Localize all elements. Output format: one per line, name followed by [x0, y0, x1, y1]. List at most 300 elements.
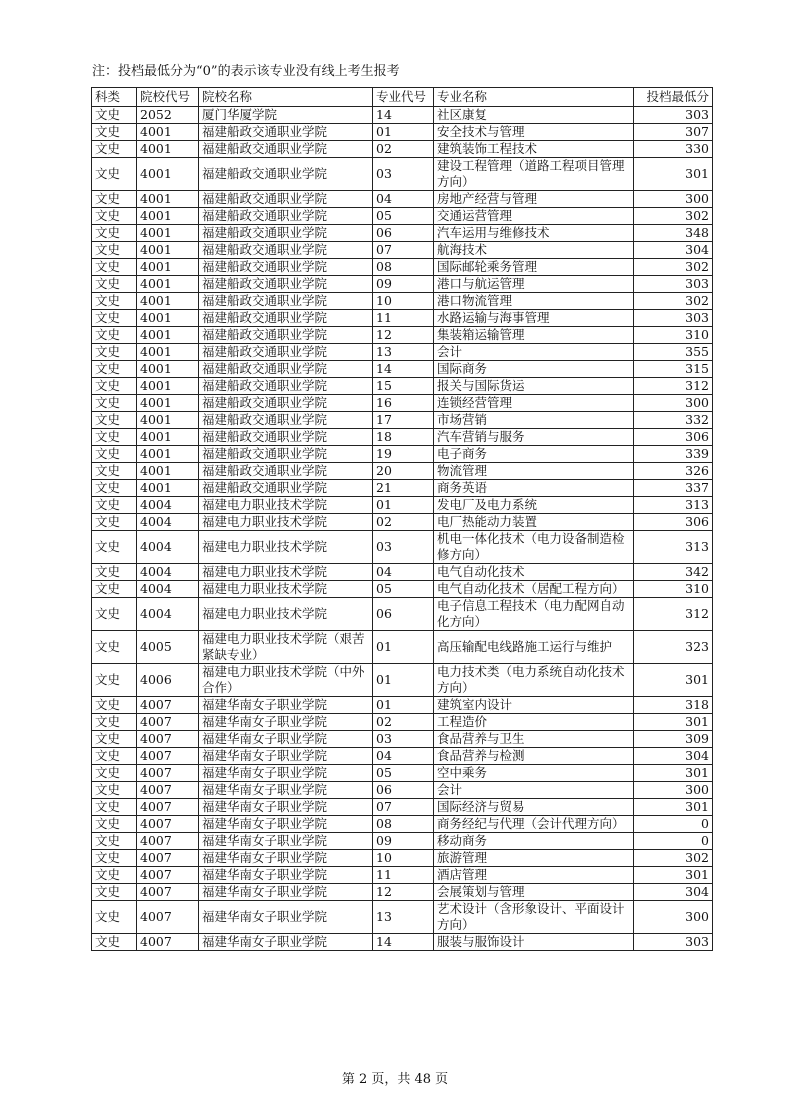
- school-name-cell: 厦门华厦学院: [199, 107, 373, 124]
- major-name-cell: 食品营养与卫生: [434, 731, 634, 748]
- category-cell: 文史: [92, 833, 137, 850]
- major-name-cell: 电气自动化技术: [434, 564, 634, 581]
- school-name-cell: 福建华南女子职业学院: [199, 731, 373, 748]
- min-score-cell: 310: [634, 581, 713, 598]
- min-score-cell: 301: [634, 158, 713, 191]
- major-name-cell: 会计: [434, 782, 634, 799]
- header-school-code: 院校代号: [137, 88, 199, 107]
- major-code-cell: 02: [373, 141, 434, 158]
- major-code-cell: 09: [373, 833, 434, 850]
- school-code-cell: 4005: [137, 631, 199, 664]
- category-cell: 文史: [92, 884, 137, 901]
- school-name-cell: 福建华南女子职业学院: [199, 714, 373, 731]
- school-code-cell: 4001: [137, 310, 199, 327]
- min-score-cell: 302: [634, 293, 713, 310]
- major-code-cell: 21: [373, 480, 434, 497]
- category-cell: 文史: [92, 514, 137, 531]
- major-name-cell: 艺术设计（含形象设计、平面设计方向）: [434, 901, 634, 934]
- school-name-cell: 福建船政交通职业学院: [199, 191, 373, 208]
- major-name-cell: 建设工程管理（道路工程项目管理方向）: [434, 158, 634, 191]
- school-code-cell: 4001: [137, 225, 199, 242]
- school-name-cell: 福建华南女子职业学院: [199, 782, 373, 799]
- school-code-cell: 4001: [137, 344, 199, 361]
- major-name-cell: 商务经纪与代理（会计代理方向）: [434, 816, 634, 833]
- min-score-cell: 301: [634, 867, 713, 884]
- major-code-cell: 14: [373, 107, 434, 124]
- major-name-cell: 交通运营管理: [434, 208, 634, 225]
- major-name-cell: 电力技术类（电力系统自动化技术方向）: [434, 664, 634, 697]
- header-min-score: 投档最低分: [634, 88, 713, 107]
- school-code-cell: 4007: [137, 867, 199, 884]
- min-score-cell: 313: [634, 531, 713, 564]
- school-code-cell: 4007: [137, 833, 199, 850]
- table-row: [92, 748, 713, 765]
- major-code-cell: 08: [373, 259, 434, 276]
- major-code-cell: 11: [373, 867, 434, 884]
- category-cell: 文史: [92, 697, 137, 714]
- table-row: [92, 429, 713, 446]
- school-name-cell: 福建船政交通职业学院: [199, 225, 373, 242]
- school-code-cell: 4001: [137, 124, 199, 141]
- major-name-cell: 建筑室内设计: [434, 697, 634, 714]
- major-code-cell: 02: [373, 714, 434, 731]
- major-code-cell: 06: [373, 598, 434, 631]
- table-row: [92, 107, 713, 124]
- school-code-cell: 2052: [137, 107, 199, 124]
- major-code-cell: 01: [373, 664, 434, 697]
- min-score-cell: 312: [634, 598, 713, 631]
- major-code-cell: 04: [373, 191, 434, 208]
- min-score-cell: 303: [634, 107, 713, 124]
- major-code-cell: 11: [373, 310, 434, 327]
- school-code-cell: 4007: [137, 850, 199, 867]
- major-name-cell: 物流管理: [434, 463, 634, 480]
- category-cell: 文史: [92, 293, 137, 310]
- major-code-cell: 05: [373, 765, 434, 782]
- school-name-cell: 福建电力职业技术学院: [199, 497, 373, 514]
- category-cell: 文史: [92, 765, 137, 782]
- min-score-cell: 302: [634, 850, 713, 867]
- major-name-cell: 安全技术与管理: [434, 124, 634, 141]
- major-code-cell: 01: [373, 631, 434, 664]
- school-code-cell: 4004: [137, 564, 199, 581]
- min-score-cell: 301: [634, 765, 713, 782]
- category-cell: 文史: [92, 664, 137, 697]
- school-name-cell: 福建华南女子职业学院: [199, 884, 373, 901]
- table-row: [92, 497, 713, 514]
- table-row: [92, 378, 713, 395]
- school-code-cell: 4001: [137, 158, 199, 191]
- major-code-cell: 06: [373, 782, 434, 799]
- min-score-cell: 300: [634, 901, 713, 934]
- school-name-cell: 福建华南女子职业学院: [199, 748, 373, 765]
- min-score-cell: 348: [634, 225, 713, 242]
- school-code-cell: 4007: [137, 782, 199, 799]
- category-cell: 文史: [92, 446, 137, 463]
- table-row: [92, 276, 713, 293]
- min-score-cell: 318: [634, 697, 713, 714]
- major-name-cell: 商务英语: [434, 480, 634, 497]
- min-score-cell: 304: [634, 748, 713, 765]
- school-name-cell: 福建船政交通职业学院: [199, 242, 373, 259]
- major-name-cell: 工程造价: [434, 714, 634, 731]
- school-name-cell: 福建船政交通职业学院: [199, 327, 373, 344]
- min-score-cell: 315: [634, 361, 713, 378]
- major-name-cell: 食品营养与检测: [434, 748, 634, 765]
- school-name-cell: 福建电力职业技术学院（中外合作）: [199, 664, 373, 697]
- category-cell: 文史: [92, 124, 137, 141]
- min-score-cell: 330: [634, 141, 713, 158]
- school-name-cell: 福建船政交通职业学院: [199, 310, 373, 327]
- major-name-cell: 水路运输与海事管理: [434, 310, 634, 327]
- school-name-cell: 福建船政交通职业学院: [199, 208, 373, 225]
- major-name-cell: 汽车营销与服务: [434, 429, 634, 446]
- school-name-cell: 福建华南女子职业学院: [199, 901, 373, 934]
- school-code-cell: 4001: [137, 293, 199, 310]
- major-code-cell: 12: [373, 884, 434, 901]
- table-note: 注：投档最低分为“0”的表示该专业没有线上考生报考: [92, 64, 400, 79]
- category-cell: 文史: [92, 631, 137, 664]
- major-name-cell: 港口物流管理: [434, 293, 634, 310]
- min-score-cell: 303: [634, 276, 713, 293]
- school-name-cell: 福建华南女子职业学院: [199, 697, 373, 714]
- major-code-cell: 03: [373, 531, 434, 564]
- major-code-cell: 17: [373, 412, 434, 429]
- school-name-cell: 福建电力职业技术学院: [199, 514, 373, 531]
- school-name-cell: 福建华南女子职业学院: [199, 833, 373, 850]
- school-code-cell: 4007: [137, 731, 199, 748]
- major-name-cell: 电厂热能动力装置: [434, 514, 634, 531]
- major-name-cell: 会计: [434, 344, 634, 361]
- table-row: [92, 901, 713, 934]
- school-code-cell: 4001: [137, 429, 199, 446]
- major-code-cell: 04: [373, 748, 434, 765]
- category-cell: 文史: [92, 816, 137, 833]
- school-name-cell: 福建船政交通职业学院: [199, 446, 373, 463]
- min-score-cell: 0: [634, 833, 713, 850]
- major-name-cell: 汽车运用与维修技术: [434, 225, 634, 242]
- school-name-cell: 福建华南女子职业学院: [199, 765, 373, 782]
- major-code-cell: 07: [373, 242, 434, 259]
- table-row: [92, 158, 713, 191]
- category-cell: 文史: [92, 158, 137, 191]
- table-row: [92, 850, 713, 867]
- table-row: [92, 664, 713, 697]
- min-score-cell: 337: [634, 480, 713, 497]
- major-name-cell: 电气自动化技术（居配工程方向）: [434, 581, 634, 598]
- major-code-cell: 10: [373, 293, 434, 310]
- min-score-cell: 301: [634, 664, 713, 697]
- major-code-cell: 07: [373, 799, 434, 816]
- school-name-cell: 福建电力职业技术学院: [199, 581, 373, 598]
- min-score-cell: 306: [634, 429, 713, 446]
- category-cell: 文史: [92, 901, 137, 934]
- table-row: [92, 463, 713, 480]
- table-row: [92, 327, 713, 344]
- table-row: [92, 225, 713, 242]
- major-name-cell: 旅游管理: [434, 850, 634, 867]
- school-name-cell: 福建电力职业技术学院: [199, 531, 373, 564]
- school-code-cell: 4001: [137, 480, 199, 497]
- page-number: 第 2 页，共 48 页: [341, 1072, 449, 1087]
- school-name-cell: 福建船政交通职业学院: [199, 361, 373, 378]
- major-code-cell: 14: [373, 934, 434, 951]
- school-code-cell: 4001: [137, 463, 199, 480]
- table-row: [92, 191, 713, 208]
- school-name-cell: 福建船政交通职业学院: [199, 480, 373, 497]
- major-code-cell: 03: [373, 731, 434, 748]
- category-cell: 文史: [92, 327, 137, 344]
- school-name-cell: 福建华南女子职业学院: [199, 799, 373, 816]
- min-score-cell: 312: [634, 378, 713, 395]
- min-score-cell: 302: [634, 208, 713, 225]
- major-code-cell: 08: [373, 816, 434, 833]
- major-name-cell: 酒店管理: [434, 867, 634, 884]
- school-name-cell: 福建华南女子职业学院: [199, 850, 373, 867]
- category-cell: 文史: [92, 191, 137, 208]
- major-name-cell: 移动商务: [434, 833, 634, 850]
- school-name-cell: 福建船政交通职业学院: [199, 378, 373, 395]
- table-row: [92, 141, 713, 158]
- school-code-cell: 4001: [137, 412, 199, 429]
- category-cell: 文史: [92, 731, 137, 748]
- category-cell: 文史: [92, 310, 137, 327]
- school-name-cell: 福建船政交通职业学院: [199, 395, 373, 412]
- admission-score-table: [91, 87, 713, 951]
- school-code-cell: 4001: [137, 191, 199, 208]
- min-score-cell: 0: [634, 816, 713, 833]
- min-score-cell: 300: [634, 395, 713, 412]
- min-score-cell: 304: [634, 242, 713, 259]
- category-cell: 文史: [92, 395, 137, 412]
- min-score-cell: 303: [634, 934, 713, 951]
- table-row: [92, 124, 713, 141]
- table-row: [92, 731, 713, 748]
- min-score-cell: 323: [634, 631, 713, 664]
- major-code-cell: 03: [373, 158, 434, 191]
- major-code-cell: 09: [373, 276, 434, 293]
- major-name-cell: 连锁经营管理: [434, 395, 634, 412]
- major-name-cell: 服装与服饰设计: [434, 934, 634, 951]
- min-score-cell: 310: [634, 327, 713, 344]
- table-row: [92, 799, 713, 816]
- table-row: [92, 395, 713, 412]
- min-score-cell: 326: [634, 463, 713, 480]
- table-row: [92, 514, 713, 531]
- school-code-cell: 4004: [137, 598, 199, 631]
- major-name-cell: 集装箱运输管理: [434, 327, 634, 344]
- category-cell: 文史: [92, 242, 137, 259]
- table-row: [92, 344, 713, 361]
- major-name-cell: 会展策划与管理: [434, 884, 634, 901]
- major-code-cell: 13: [373, 344, 434, 361]
- major-code-cell: 19: [373, 446, 434, 463]
- table-header-row: [92, 88, 713, 107]
- table-row: [92, 480, 713, 497]
- table-row: [92, 564, 713, 581]
- major-code-cell: 02: [373, 514, 434, 531]
- major-code-cell: 10: [373, 850, 434, 867]
- school-name-cell: 福建船政交通职业学院: [199, 259, 373, 276]
- school-code-cell: 4007: [137, 799, 199, 816]
- major-name-cell: 电子信息工程技术（电力配网自动化方向）: [434, 598, 634, 631]
- major-name-cell: 发电厂及电力系统: [434, 497, 634, 514]
- min-score-cell: 313: [634, 497, 713, 514]
- category-cell: 文史: [92, 799, 137, 816]
- min-score-cell: 304: [634, 884, 713, 901]
- category-cell: 文史: [92, 208, 137, 225]
- min-score-cell: 302: [634, 259, 713, 276]
- school-code-cell: 4007: [137, 765, 199, 782]
- table-row: [92, 208, 713, 225]
- category-cell: 文史: [92, 748, 137, 765]
- major-code-cell: 01: [373, 697, 434, 714]
- major-code-cell: 06: [373, 225, 434, 242]
- school-code-cell: 4001: [137, 276, 199, 293]
- major-name-cell: 空中乘务: [434, 765, 634, 782]
- table-row: [92, 816, 713, 833]
- category-cell: 文史: [92, 412, 137, 429]
- major-code-cell: 16: [373, 395, 434, 412]
- school-code-cell: 4004: [137, 514, 199, 531]
- school-name-cell: 福建电力职业技术学院: [199, 564, 373, 581]
- category-cell: 文史: [92, 141, 137, 158]
- min-score-cell: 309: [634, 731, 713, 748]
- school-name-cell: 福建船政交通职业学院: [199, 276, 373, 293]
- school-code-cell: 4007: [137, 714, 199, 731]
- category-cell: 文史: [92, 850, 137, 867]
- school-code-cell: 4001: [137, 361, 199, 378]
- category-cell: 文史: [92, 361, 137, 378]
- table-row: [92, 310, 713, 327]
- min-score-cell: 332: [634, 412, 713, 429]
- school-code-cell: 4004: [137, 581, 199, 598]
- min-score-cell: 355: [634, 344, 713, 361]
- major-name-cell: 国际经济与贸易: [434, 799, 634, 816]
- category-cell: 文史: [92, 344, 137, 361]
- table-row: [92, 765, 713, 782]
- school-name-cell: 福建船政交通职业学院: [199, 141, 373, 158]
- major-name-cell: 国际邮轮乘务管理: [434, 259, 634, 276]
- table-row: [92, 531, 713, 564]
- major-name-cell: 国际商务: [434, 361, 634, 378]
- header-category: 科类: [92, 88, 137, 107]
- category-cell: 文史: [92, 429, 137, 446]
- table-row: [92, 934, 713, 951]
- school-code-cell: 4004: [137, 531, 199, 564]
- category-cell: 文史: [92, 531, 137, 564]
- school-code-cell: 4001: [137, 242, 199, 259]
- category-cell: 文史: [92, 782, 137, 799]
- table-row: [92, 581, 713, 598]
- school-code-cell: 4001: [137, 395, 199, 412]
- category-cell: 文史: [92, 564, 137, 581]
- school-code-cell: 4007: [137, 748, 199, 765]
- category-cell: 文史: [92, 259, 137, 276]
- header-major-name: 专业名称: [434, 88, 634, 107]
- table-row: [92, 598, 713, 631]
- school-name-cell: 福建船政交通职业学院: [199, 293, 373, 310]
- category-cell: 文史: [92, 934, 137, 951]
- major-code-cell: 20: [373, 463, 434, 480]
- school-code-cell: 4001: [137, 141, 199, 158]
- major-code-cell: 04: [373, 564, 434, 581]
- school-code-cell: 4004: [137, 497, 199, 514]
- category-cell: 文史: [92, 225, 137, 242]
- table-row: [92, 361, 713, 378]
- school-code-cell: 4007: [137, 697, 199, 714]
- category-cell: 文史: [92, 276, 137, 293]
- major-name-cell: 电子商务: [434, 446, 634, 463]
- table-row: [92, 833, 713, 850]
- major-name-cell: 社区康复: [434, 107, 634, 124]
- major-code-cell: 12: [373, 327, 434, 344]
- major-code-cell: 15: [373, 378, 434, 395]
- school-code-cell: 4007: [137, 884, 199, 901]
- school-code-cell: 4007: [137, 816, 199, 833]
- major-code-cell: 01: [373, 497, 434, 514]
- major-code-cell: 18: [373, 429, 434, 446]
- min-score-cell: 301: [634, 714, 713, 731]
- table-row: [92, 714, 713, 731]
- major-name-cell: 市场营销: [434, 412, 634, 429]
- min-score-cell: 303: [634, 310, 713, 327]
- school-name-cell: 福建船政交通职业学院: [199, 412, 373, 429]
- category-cell: 文史: [92, 463, 137, 480]
- major-name-cell: 建筑装饰工程技术: [434, 141, 634, 158]
- major-name-cell: 高压输配电线路施工运行与维护: [434, 631, 634, 664]
- school-code-cell: 4001: [137, 208, 199, 225]
- school-name-cell: 福建华南女子职业学院: [199, 934, 373, 951]
- table-row: [92, 697, 713, 714]
- major-code-cell: 01: [373, 124, 434, 141]
- school-name-cell: 福建船政交通职业学院: [199, 463, 373, 480]
- school-code-cell: 4006: [137, 664, 199, 697]
- table-row: [92, 293, 713, 310]
- table-row: [92, 867, 713, 884]
- category-cell: 文史: [92, 867, 137, 884]
- school-name-cell: 福建电力职业技术学院: [199, 598, 373, 631]
- category-cell: 文史: [92, 598, 137, 631]
- major-name-cell: 报关与国际货运: [434, 378, 634, 395]
- school-code-cell: 4001: [137, 446, 199, 463]
- header-school-name: 院校名称: [199, 88, 373, 107]
- table-row: [92, 259, 713, 276]
- school-name-cell: 福建船政交通职业学院: [199, 344, 373, 361]
- school-name-cell: 福建船政交通职业学院: [199, 429, 373, 446]
- school-name-cell: 福建船政交通职业学院: [199, 124, 373, 141]
- category-cell: 文史: [92, 107, 137, 124]
- header-major-code: 专业代号: [373, 88, 434, 107]
- min-score-cell: 339: [634, 446, 713, 463]
- major-code-cell: 05: [373, 581, 434, 598]
- category-cell: 文史: [92, 480, 137, 497]
- category-cell: 文史: [92, 497, 137, 514]
- min-score-cell: 342: [634, 564, 713, 581]
- min-score-cell: 300: [634, 191, 713, 208]
- major-name-cell: 港口与航运管理: [434, 276, 634, 293]
- school-code-cell: 4001: [137, 259, 199, 276]
- category-cell: 文史: [92, 581, 137, 598]
- table-row: [92, 446, 713, 463]
- category-cell: 文史: [92, 378, 137, 395]
- major-name-cell: 房地产经营与管理: [434, 191, 634, 208]
- major-code-cell: 14: [373, 361, 434, 378]
- school-name-cell: 福建华南女子职业学院: [199, 816, 373, 833]
- school-code-cell: 4007: [137, 934, 199, 951]
- table-row: [92, 412, 713, 429]
- table-row: [92, 884, 713, 901]
